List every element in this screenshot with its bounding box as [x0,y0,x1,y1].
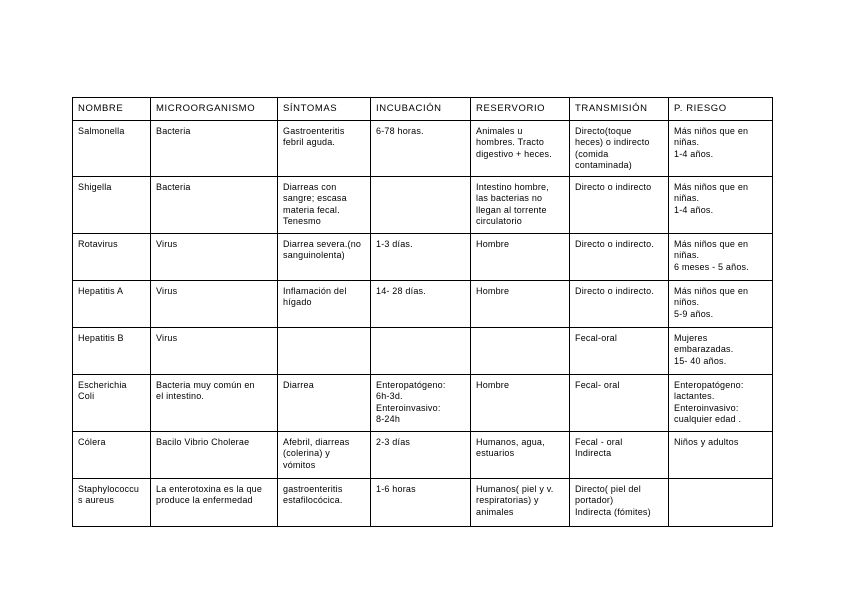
cell-text: Enteropatógeno: 6h-3d. Enteroinvasivo: 8-24h [376,379,446,424]
cell-text: Directo(toque heces) o indirecto (comida contaminada) [575,125,650,170]
table-cell [151,374,278,431]
table-cell [669,431,773,478]
cell-text: Staphylococcu s aureus [78,483,140,505]
table-cell [151,478,278,526]
table-row [73,176,773,233]
table-cell [371,478,471,526]
table-cell [570,233,669,280]
cell-text: Hombre [476,379,510,390]
cell-text: 1-6 horas [376,483,416,494]
table-row [73,478,773,526]
cell-text: Fecal - oral Indirecta [575,436,623,458]
table-cell [73,374,151,431]
header-reservorio: RESERVORIO [471,98,570,121]
table-cell [73,176,151,233]
table-cell [151,176,278,233]
cell-text: Bacteria [156,125,191,136]
cell-text: Diarrea severa.(no sanguinolenta) [283,238,362,260]
cell-text: Humanos, agua, estuarios [476,436,545,458]
table-cell [278,327,371,374]
cell-text: Diarreas con sangre; escasa materia fecal. Tenesmo [283,181,347,226]
table-cell [471,233,570,280]
table-cell [669,374,773,431]
table-cell [371,374,471,431]
cell-text: Fecal- oral [575,379,620,390]
cell-text: Hepatitis A [78,285,124,296]
table-cell [570,280,669,327]
cell-text: Más niños que en niñas. 1-4 años. [674,125,749,159]
cell-text: Mujeres embarazadas. 15- 40 años. [674,332,734,366]
table-cell [278,478,371,526]
cell-text: Directo o indirecto. [575,285,655,296]
table-cell [278,374,371,431]
cell-text: Hepatitis B [78,332,124,343]
table-cell [471,120,570,176]
cell-text: Bacilo Vibrio Cholerae [156,436,250,447]
cell-text: Directo o indirecto [575,181,652,192]
table-row [73,233,773,280]
table-row [73,431,773,478]
table-cell [371,327,471,374]
cell-text: Shigella [78,181,112,192]
cell-text: Niños y adultos [674,436,739,447]
table-row [73,327,773,374]
cell-text: Directo( piel del portador) Indirecta (fómites) [575,483,651,517]
table-cell [371,280,471,327]
table-cell [73,280,151,327]
cell-text: Bacteria [156,181,191,192]
table-cell [669,478,773,526]
table-cell [570,478,669,526]
header-microorganismo: MICROORGANISMO [151,98,278,121]
header-incubacion: INCUBACIÓN [371,98,471,121]
disease-table [72,97,773,527]
table-cell [278,233,371,280]
table-cell [570,176,669,233]
table-cell [471,327,570,374]
cell-text: 14- 28 días. [376,285,426,296]
cell-text: Más niños que en niños. 5-9 años. [674,285,749,319]
cell-text: 1-3 días. [376,238,413,249]
cell-text: Enteropatógeno: lactantes. Enteroinvasivo: cualquier edad . [674,379,744,424]
table-cell [371,120,471,176]
table-cell [669,120,773,176]
cell-text: Fecal-oral [575,332,618,343]
table-cell [371,176,471,233]
table-cell [73,431,151,478]
cell-text: La enterotoxina es la que produce la enfermedad [156,483,263,505]
header-sintomas: SÍNTOMAS [278,98,371,121]
table-cell [371,431,471,478]
table-row [73,374,773,431]
cell-text: Virus [156,332,178,343]
cell-text: Afebril, diarreas (colerina) y vómitos [283,436,350,470]
table-cell [278,176,371,233]
table-row [73,120,773,176]
table-cell [278,120,371,176]
cell-text: Animales u hombres. Tracto digestivo + heces. [476,125,552,159]
cell-text: Humanos( piel y v. respiratorias) y animales [476,483,554,517]
table-cell [570,327,669,374]
table-cell [151,431,278,478]
header-nombre: NOMBRE [73,98,151,121]
table-cell [151,233,278,280]
table-cell [471,280,570,327]
cell-text: gastroenteritis estafilocócica. [283,483,343,505]
table-cell [669,327,773,374]
table-row [73,280,773,327]
table-cell [151,327,278,374]
table-cell [471,431,570,478]
table-cell [278,280,371,327]
table-cell [669,280,773,327]
table-cell [73,327,151,374]
table-cell [371,233,471,280]
table-cell [570,431,669,478]
header-transmision: TRANSMISIÓN [570,98,669,121]
cell-text: Salmonella [78,125,125,136]
table-cell [570,120,669,176]
cell-text: 2-3 días [376,436,411,447]
cell-text: Hombre [476,238,510,249]
table-cell [73,233,151,280]
table-cell [471,374,570,431]
cell-text: Rotavirus [78,238,118,249]
cell-text: Inflamación del hígado [283,285,347,307]
cell-text: Hombre [476,285,510,296]
cell-text: 6-78 horas. [376,125,424,136]
cell-text: Más niños que en niñas. 1-4 años. [674,181,749,215]
table-cell [151,280,278,327]
header-riesgo: P. RIESGO [669,98,773,121]
cell-text: Directo o indirecto. [575,238,655,249]
cell-text: Escherichia Coli [78,379,127,401]
table-cell [471,478,570,526]
table-cell [570,374,669,431]
cell-text: Bacteria muy común en el intestino. [156,379,255,401]
table-cell [73,478,151,526]
table-cell [669,233,773,280]
cell-text: Cólera [78,436,106,447]
table-cell [669,176,773,233]
cell-text: Diarrea [283,379,314,390]
cell-text: Más niños que en niñas. 6 meses - 5 años. [674,238,749,272]
cell-text: Intestino hombre, las bacterias no llegan al torrente circulatorio [476,181,549,226]
cell-text: Virus [156,238,178,249]
cell-text: Gastroenteritis febril aguda. [283,125,345,147]
table-cell [278,431,371,478]
table-cell [151,120,278,176]
cell-text: Virus [156,285,178,296]
table-header-row [73,98,773,121]
table-cell [73,120,151,176]
table-cell [471,176,570,233]
